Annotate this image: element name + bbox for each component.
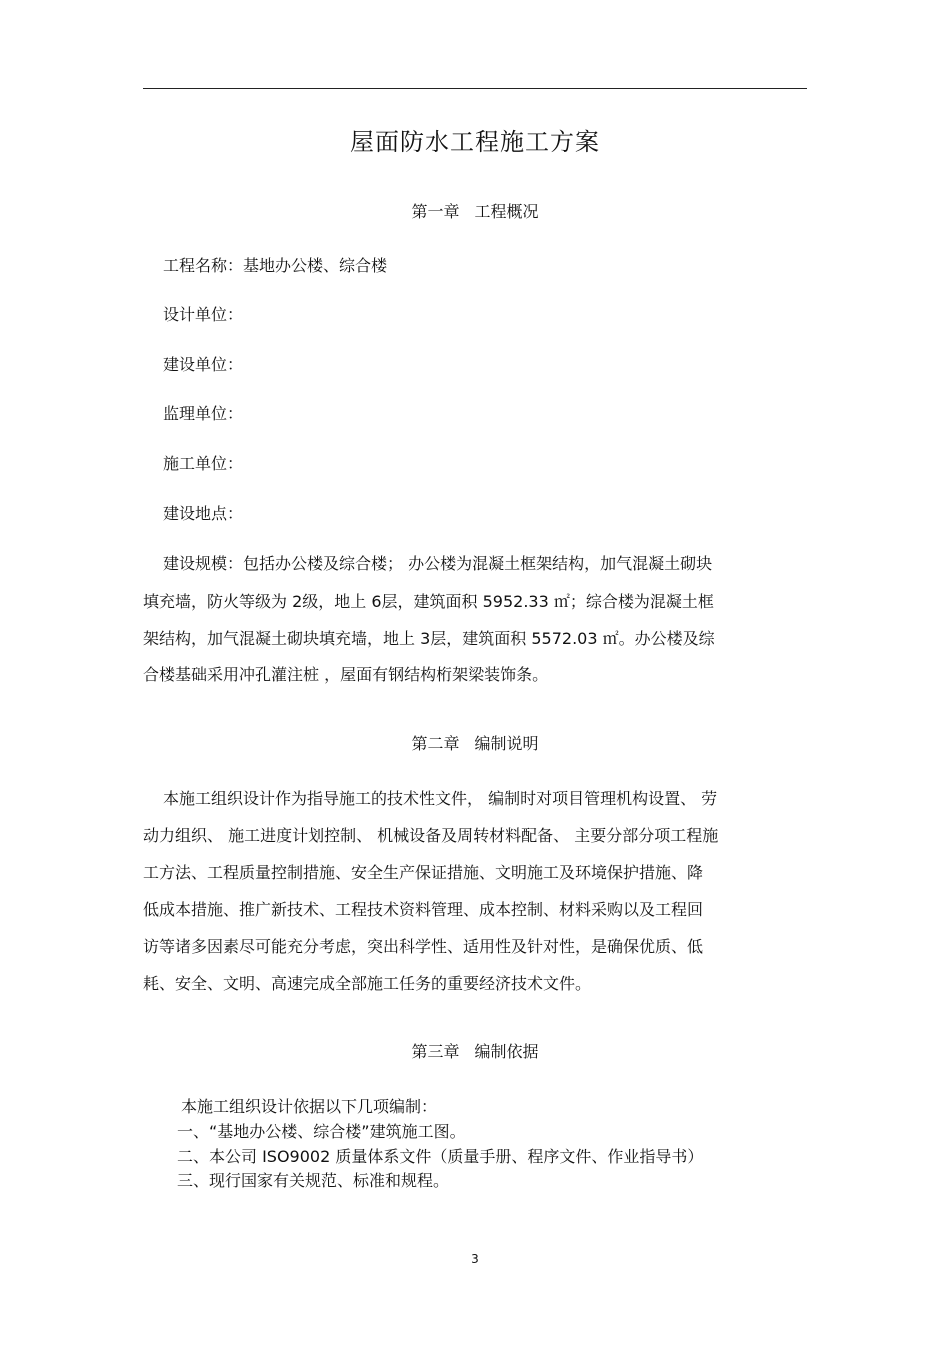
description-line: 耗、安全、文明、高速完成全部施工任务的重要经济技术文件。 bbox=[143, 974, 592, 993]
scale-line: 建设规模：包括办公楼及综合楼； 办公楼为混凝土框架结构，加气混凝土砌块 bbox=[163, 554, 713, 573]
scale-line: 填充墙，防火等级为 2级，地上 6层，建筑面积 5952.33 ㎡；综合楼为混凝土框 bbox=[143, 592, 714, 611]
description-line: 工方法、工程质量控制措施、安全生产保证措施、文明施工及环境保护措施、降 bbox=[143, 863, 704, 882]
chapter1-heading: 第一章 工程概况 bbox=[411, 202, 539, 221]
basis-item: 三、现行国家有关规范、标准和规程。 bbox=[177, 1171, 450, 1190]
scale-line: 合楼基础采用冲孔灌注桩 ，屋面有钢结构桁架梁装饰条。 bbox=[143, 665, 549, 684]
page-number: 3 bbox=[471, 1252, 479, 1266]
field-supervision-unit: 监理单位： bbox=[163, 404, 244, 423]
description-line: 访等诸多因素尽可能充分考虑，突出科学性、适用性及针对性，是确保优质、低 bbox=[143, 937, 704, 956]
basis-intro: 本施工组织设计依据以下几项编制： bbox=[181, 1097, 438, 1116]
field-design-unit: 设计单位： bbox=[163, 305, 244, 324]
scale-line: 架结构，加气混凝土砌块填充墙，地上 3层，建筑面积 5572.03 ㎡。办公楼及综 bbox=[143, 629, 715, 648]
field-project-name: 工程名称：基地办公楼、综合楼 bbox=[163, 256, 388, 275]
basis-item: 一、“基地办公楼、综合楼”建筑施工图。 bbox=[177, 1122, 466, 1141]
description-line: 本施工组织设计作为指导施工的技术性文件， 编制时对项目管理机构设置、 劳 bbox=[163, 789, 718, 808]
basis-item: 二、本公司 ISO9002 质量体系文件（质量手册、程序文件、作业指导书） bbox=[177, 1147, 704, 1166]
description-line: 动力组织、 施工进度计划控制、 机械设备及周转材料配备、 主要分部分项工程施 bbox=[143, 826, 719, 845]
field-site-location: 建设地点： bbox=[163, 504, 244, 523]
field-contractor: 施工单位： bbox=[163, 454, 244, 473]
chapter3-heading: 第三章 编制依据 bbox=[411, 1042, 539, 1061]
document-title: 屋面防水工程施工方案 bbox=[350, 128, 600, 156]
field-construction-owner: 建设单位： bbox=[163, 355, 244, 374]
description-line: 低成本措施、推广新技术、工程技术资料管理、成本控制、材料采购以及工程回 bbox=[143, 900, 704, 919]
header-rule bbox=[143, 88, 807, 89]
chapter2-heading: 第二章 编制说明 bbox=[411, 734, 539, 753]
